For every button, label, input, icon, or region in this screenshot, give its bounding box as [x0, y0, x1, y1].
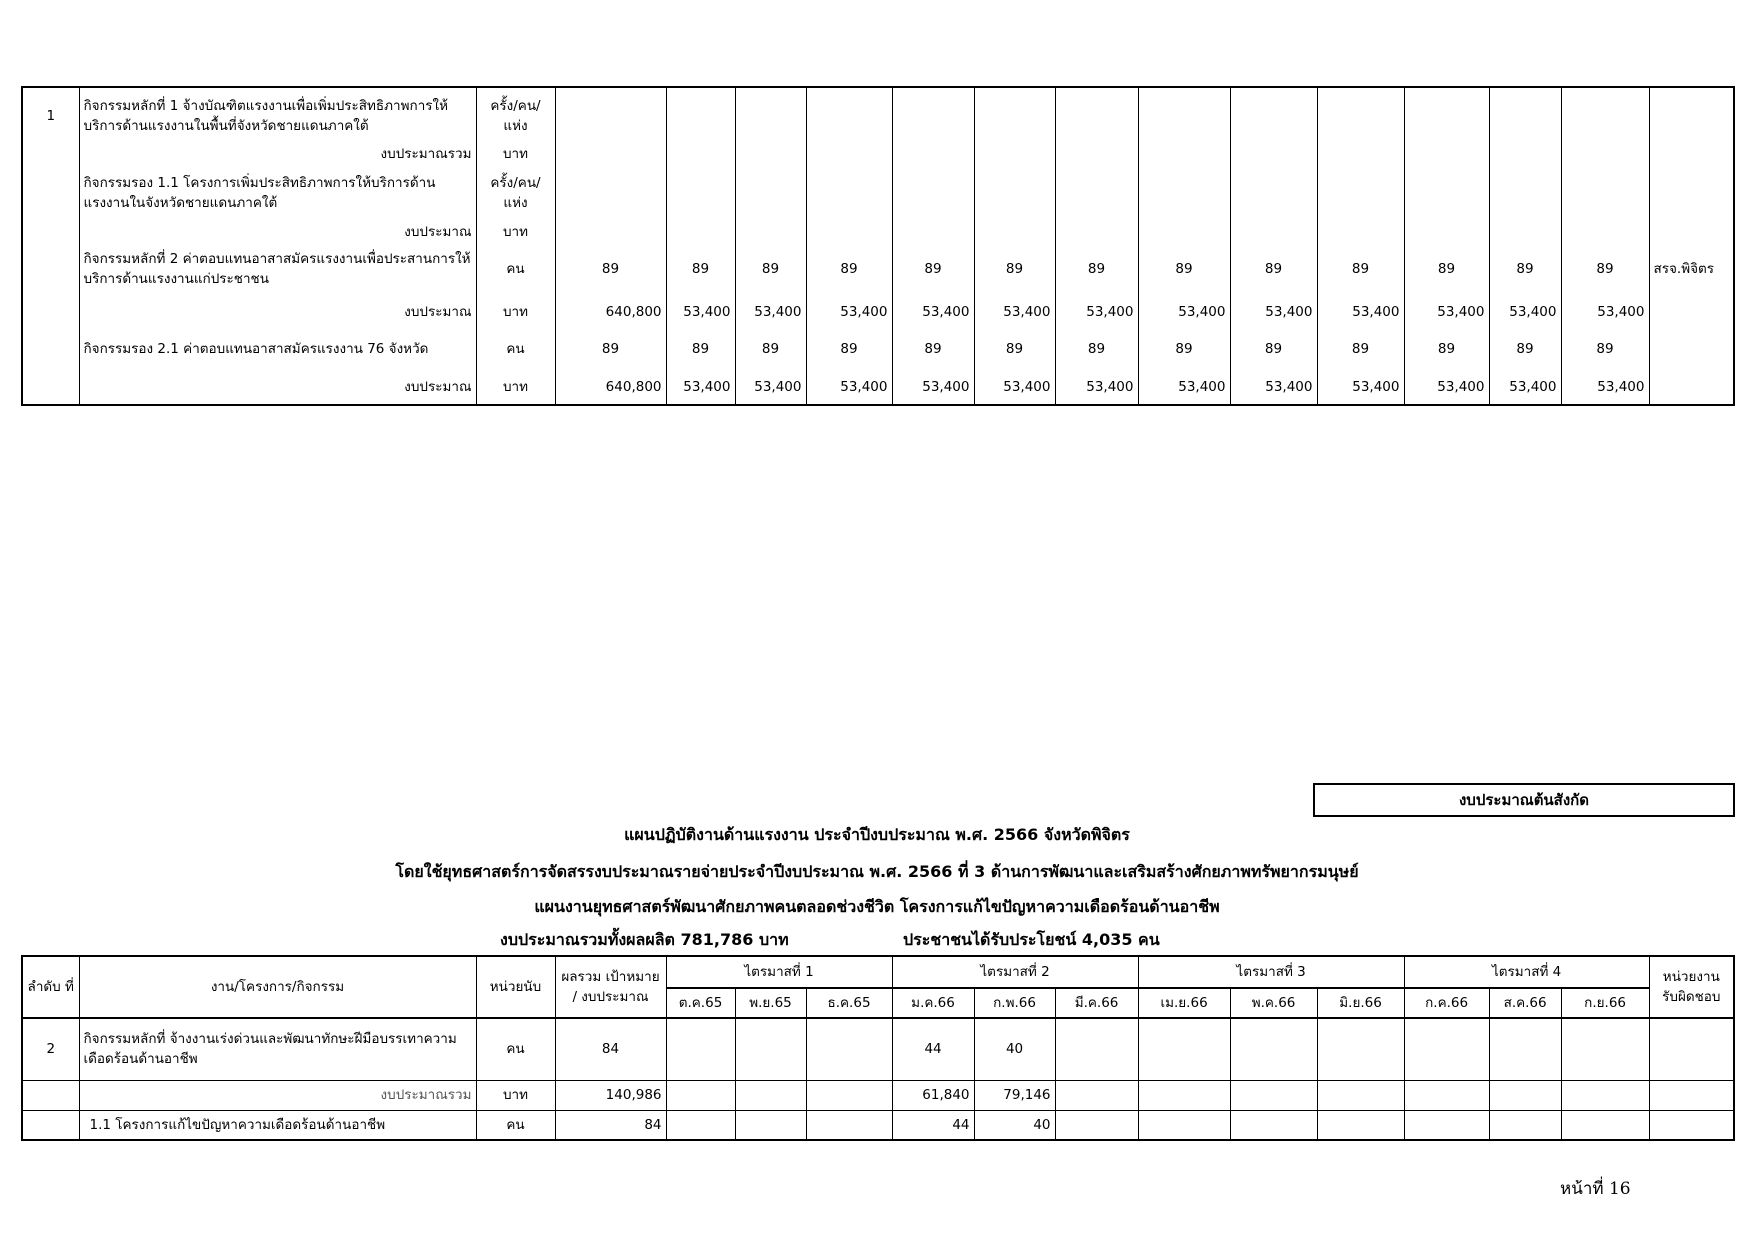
header-month: เม.ย.66 [1138, 988, 1230, 1018]
header-month: ธ.ค.65 [806, 988, 892, 1018]
row-month-value: 53,400 [892, 369, 974, 405]
row-total: 84 [555, 1018, 666, 1080]
row-month-value: 89 [735, 329, 806, 369]
row-month-value [1561, 1018, 1649, 1080]
row-activity: งบประมาณ [79, 221, 476, 243]
header-month: ก.ย.66 [1561, 988, 1649, 1018]
row-month-value [1317, 1080, 1404, 1110]
row-month-value: 53,400 [974, 369, 1055, 405]
row-month-value [735, 165, 806, 221]
row-month-value [1055, 87, 1138, 143]
table-row [22, 1018, 1734, 1080]
row-responsible [1649, 221, 1734, 243]
row-responsible [1649, 143, 1734, 165]
row-month-value: 53,400 [1489, 369, 1561, 405]
row-month-value: 53,400 [1489, 295, 1561, 329]
row-month-value: 61,840 [892, 1080, 974, 1110]
row-month-value [1230, 1018, 1317, 1080]
header-month: ก.ค.66 [1404, 988, 1489, 1018]
row-unit: คน [476, 1018, 555, 1080]
header-month: ก.พ.66 [974, 988, 1055, 1018]
row-month-value: 89 [1055, 329, 1138, 369]
header-quarter-2: ไตรมาสที่ 2 [892, 956, 1138, 988]
row-month-value [974, 87, 1055, 143]
row-responsible [1649, 165, 1734, 221]
row-month-value [1317, 143, 1404, 165]
row-month-value [1138, 221, 1230, 243]
row-unit: บาท [476, 143, 555, 165]
row-total: 89 [555, 329, 666, 369]
row-month-value [1230, 1080, 1317, 1110]
row-month-value: 53,400 [666, 295, 735, 329]
row-month-value [1489, 87, 1561, 143]
row-month-value: 53,400 [666, 369, 735, 405]
row-month-value: 53,400 [735, 369, 806, 405]
row-month-value [1404, 165, 1489, 221]
plan-program-title: แผนงานยุทธศาสตร์พัฒนาศักยภาพคนตลอดช่วงชีวิต โครงการแก้ไขปัญหาความเดือดร้อนด้านอาชีพ [534, 897, 1220, 916]
row-month-value [1055, 1110, 1138, 1140]
row-month-value [974, 165, 1055, 221]
page-number: หน้าที่ 16 [1560, 1179, 1631, 1199]
row-month-value [892, 165, 974, 221]
row-month-value [1561, 87, 1649, 143]
row-activity: กิจกรรมหลักที่ 1 จ้างบัณฑิตแรงงานเพื่อเพิ่มประสิทธิภาพการให้บริการด้านแรงงานในพื้นที่จังหวัดชายแดนภาคใต้ [79, 87, 476, 143]
row-month-value [1404, 221, 1489, 243]
row-month-value: 53,400 [735, 295, 806, 329]
header-month: ม.ค.66 [892, 988, 974, 1018]
header-quarter-1: ไตรมาสที่ 1 [666, 956, 892, 988]
row-month-value [1489, 1080, 1561, 1110]
row-month-value [1138, 1018, 1230, 1080]
row-month-value: 89 [1230, 329, 1317, 369]
row-unit: บาท [476, 369, 555, 405]
row-month-value: 53,400 [974, 295, 1055, 329]
row-month-value: 89 [974, 329, 1055, 369]
row-activity: กิจกรรมรอง 1.1 โครงการเพิ่มประสิทธิภาพการให้บริการด้านแรงงานในจังหวัดชายแดนภาคใต้ [79, 165, 476, 221]
row-month-value: 89 [1138, 329, 1230, 369]
row-month-value: 89 [892, 329, 974, 369]
row-month-value: 89 [892, 243, 974, 295]
header-responsible: หน่วยงาน รับผิดชอบ [1649, 956, 1734, 1018]
row-month-value [806, 1018, 892, 1080]
row-month-value [806, 1110, 892, 1140]
table-row [22, 143, 1734, 165]
row-month-value [735, 87, 806, 143]
table-row [22, 329, 1734, 369]
row-month-value [806, 1080, 892, 1110]
row-total: 84 [555, 1110, 666, 1140]
row-unit: ครั้ง/คน/แห่ง [476, 87, 555, 143]
header-month: พ.ย.65 [735, 988, 806, 1018]
header-month: มี.ค.66 [1055, 988, 1138, 1018]
row-month-value: 53,400 [1404, 369, 1489, 405]
header-month: พ.ค.66 [1230, 988, 1317, 1018]
row-number [22, 329, 79, 369]
row-number [22, 143, 79, 165]
row-number [22, 243, 79, 295]
total-budget-line: งบประมาณรวมทั้งผลผลิต 781,786 บาท [500, 930, 789, 949]
table-row [22, 1110, 1734, 1140]
table-row [22, 243, 1734, 295]
row-month-value [1404, 87, 1489, 143]
row-month-value [735, 221, 806, 243]
row-month-value: 53,400 [806, 295, 892, 329]
row-month-value [1138, 165, 1230, 221]
header-quarter-3: ไตรมาสที่ 3 [1138, 956, 1404, 988]
row-month-value: 40 [974, 1018, 1055, 1080]
row-number [22, 295, 79, 329]
row-month-value: 89 [1404, 329, 1489, 369]
row-month-value: 89 [1489, 243, 1561, 295]
row-month-value: 89 [666, 243, 735, 295]
row-unit: คน [476, 243, 555, 295]
row-month-value: 53,400 [1561, 295, 1649, 329]
row-month-value: 53,400 [1230, 295, 1317, 329]
row-unit: คน [476, 329, 555, 369]
row-month-value [1561, 1080, 1649, 1110]
row-month-value [1317, 165, 1404, 221]
row-total [555, 143, 666, 165]
row-month-value [806, 87, 892, 143]
table-row [22, 295, 1734, 329]
row-month-value [1317, 1018, 1404, 1080]
row-total: 140,986 [555, 1080, 666, 1110]
header-unit: หน่วยนับ [476, 956, 555, 1018]
row-month-value [1138, 1110, 1230, 1140]
row-unit: บาท [476, 295, 555, 329]
row-number [22, 221, 79, 243]
row-activity: 1.1 โครงการแก้ไขปัญหาความเดือดร้อนด้านอาชีพ [79, 1110, 476, 1140]
row-month-value [735, 1080, 806, 1110]
row-unit: คน [476, 1110, 555, 1140]
row-activity: งบประมาณรวม [79, 1080, 476, 1110]
row-month-value: 89 [735, 243, 806, 295]
row-month-value [1561, 1110, 1649, 1140]
row-month-value [1230, 221, 1317, 243]
row-month-value [1404, 1018, 1489, 1080]
row-month-value [1404, 1080, 1489, 1110]
row-month-value: 89 [1317, 243, 1404, 295]
row-unit: บาท [476, 221, 555, 243]
row-month-value: 53,400 [806, 369, 892, 405]
row-responsible [1649, 1018, 1734, 1080]
row-month-value [892, 221, 974, 243]
row-month-value: 53,400 [1561, 369, 1649, 405]
row-month-value [735, 143, 806, 165]
row-month-value [666, 1080, 735, 1110]
row-month-value: 89 [806, 329, 892, 369]
header-quarter-4: ไตรมาสที่ 4 [1404, 956, 1649, 988]
row-responsible [1649, 87, 1734, 143]
row-month-value: 89 [1404, 243, 1489, 295]
row-month-value [1317, 1110, 1404, 1140]
row-month-value [735, 1018, 806, 1080]
table-row [22, 87, 1734, 143]
row-month-value [666, 1110, 735, 1140]
row-number: 1 [22, 87, 79, 143]
row-month-value [666, 87, 735, 143]
row-month-value [1404, 143, 1489, 165]
row-total: 89 [555, 243, 666, 295]
row-month-value: 89 [666, 329, 735, 369]
row-month-value: 40 [974, 1110, 1055, 1140]
header-total: ผลรวม เป้าหมาย / งบประมาณ [555, 956, 666, 1018]
row-month-value: 53,400 [1055, 369, 1138, 405]
row-activity: งบประมาณ [79, 295, 476, 329]
row-month-value: 89 [1230, 243, 1317, 295]
row-month-value: 53,400 [1317, 295, 1404, 329]
row-month-value [1055, 221, 1138, 243]
row-total: 640,800 [555, 295, 666, 329]
row-month-value [1230, 1110, 1317, 1140]
row-month-value [806, 221, 892, 243]
row-month-value [1317, 87, 1404, 143]
row-month-value [1489, 165, 1561, 221]
header-no: ลำดับ ที่ [22, 956, 79, 1018]
plan-strategy-title: โดยใช้ยุทธศาสตร์การจัดสรรงบประมาณรายจ่ายประจำปีงบประมาณ พ.ศ. 2566 ที่ 3 ด้านการพัฒนาและเสริมสร้างศักยภาพทรัพยากรมนุษย์ [395, 862, 1359, 881]
row-month-value [892, 87, 974, 143]
row-month-value: 53,400 [1404, 295, 1489, 329]
row-month-value [1055, 165, 1138, 221]
row-month-value [806, 165, 892, 221]
row-month-value [1055, 1018, 1138, 1080]
row-responsible [1649, 329, 1734, 369]
table-row [22, 1080, 1734, 1110]
row-month-value: 89 [974, 243, 1055, 295]
row-total: 640,800 [555, 369, 666, 405]
row-month-value [1489, 143, 1561, 165]
row-month-value [1489, 1018, 1561, 1080]
row-month-value [735, 1110, 806, 1140]
row-month-value: 79,146 [974, 1080, 1055, 1110]
row-month-value: 53,400 [1138, 295, 1230, 329]
row-number: 2 [22, 1018, 79, 1080]
row-month-value [1138, 1080, 1230, 1110]
row-month-value [806, 143, 892, 165]
row-month-value: 89 [1489, 329, 1561, 369]
row-activity: งบประมาณ [79, 369, 476, 405]
row-month-value [1561, 143, 1649, 165]
top-activity-table [21, 86, 1735, 406]
row-month-value [1317, 221, 1404, 243]
row-month-value [1489, 1110, 1561, 1140]
row-number [22, 1110, 79, 1140]
header-task: งาน/โครงการ/กิจกรรม [79, 956, 476, 1018]
row-activity: กิจกรรมรอง 2.1 ค่าตอบแทนอาสาสมัครแรงงาน 76 จังหวัด [79, 329, 476, 369]
row-month-value: 53,400 [1138, 369, 1230, 405]
row-responsible [1649, 369, 1734, 405]
row-unit: บาท [476, 1080, 555, 1110]
row-month-value [1561, 221, 1649, 243]
row-month-value: 89 [1138, 243, 1230, 295]
row-month-value [666, 143, 735, 165]
row-month-value [1230, 87, 1317, 143]
row-month-value [892, 143, 974, 165]
plan-title: แผนปฏิบัติงานด้านแรงงาน ประจำปีงบประมาณ พ.ศ. 2566 จังหวัดพิจิตร [624, 825, 1130, 844]
row-activity: กิจกรรมหลักที่ จ้างงานเร่งด่วนและพัฒนาทักษะฝีมือบรรเทาความเดือดร้อนด้านอาชีพ [79, 1018, 476, 1080]
row-month-value: 89 [1561, 243, 1649, 295]
row-month-value [1230, 143, 1317, 165]
row-unit: ครั้ง/คน/แห่ง [476, 165, 555, 221]
row-month-value [1138, 87, 1230, 143]
row-month-value [974, 143, 1055, 165]
row-month-value [666, 1018, 735, 1080]
bottom-activity-table [21, 955, 1735, 1141]
row-responsible: สรจ.พิจิตร [1649, 243, 1734, 295]
row-month-value [1561, 165, 1649, 221]
row-month-value: 53,400 [1055, 295, 1138, 329]
row-month-value [1404, 1110, 1489, 1140]
row-month-value: 53,400 [1317, 369, 1404, 405]
table-row [22, 165, 1734, 221]
row-month-value [1055, 143, 1138, 165]
row-month-value [1230, 165, 1317, 221]
beneficiaries-line: ประชาชนได้รับประโยชน์ 4,035 คน [903, 930, 1160, 949]
row-month-value: 53,400 [1230, 369, 1317, 405]
row-month-value: 44 [892, 1110, 974, 1140]
row-month-value: 89 [806, 243, 892, 295]
table-row [22, 221, 1734, 243]
row-responsible [1649, 1110, 1734, 1140]
row-responsible [1649, 295, 1734, 329]
row-number [22, 369, 79, 405]
row-month-value [1489, 221, 1561, 243]
row-month-value: 53,400 [892, 295, 974, 329]
row-responsible [1649, 1080, 1734, 1110]
row-month-value [1138, 143, 1230, 165]
row-number [22, 1080, 79, 1110]
row-month-value: 89 [1055, 243, 1138, 295]
row-month-value: 89 [1561, 329, 1649, 369]
row-total [555, 87, 666, 143]
row-month-value [1055, 1080, 1138, 1110]
row-month-value [666, 221, 735, 243]
row-number [22, 165, 79, 221]
row-month-value [974, 221, 1055, 243]
row-month-value: 44 [892, 1018, 974, 1080]
row-month-value [666, 165, 735, 221]
row-total [555, 221, 666, 243]
budget-source-box: งบประมาณต้นสังกัด [1313, 783, 1735, 817]
row-total [555, 165, 666, 221]
table-row [22, 369, 1734, 405]
header-month: ส.ค.66 [1489, 988, 1561, 1018]
header-month: ต.ค.65 [666, 988, 735, 1018]
row-activity: งบประมาณรวม [79, 143, 476, 165]
header-month: มิ.ย.66 [1317, 988, 1404, 1018]
row-month-value: 89 [1317, 329, 1404, 369]
row-activity: กิจกรรมหลักที่ 2 ค่าตอบแทนอาสาสมัครแรงงานเพื่อประสานการให้บริการด้านแรงงานแก่ประชาชน [79, 243, 476, 295]
